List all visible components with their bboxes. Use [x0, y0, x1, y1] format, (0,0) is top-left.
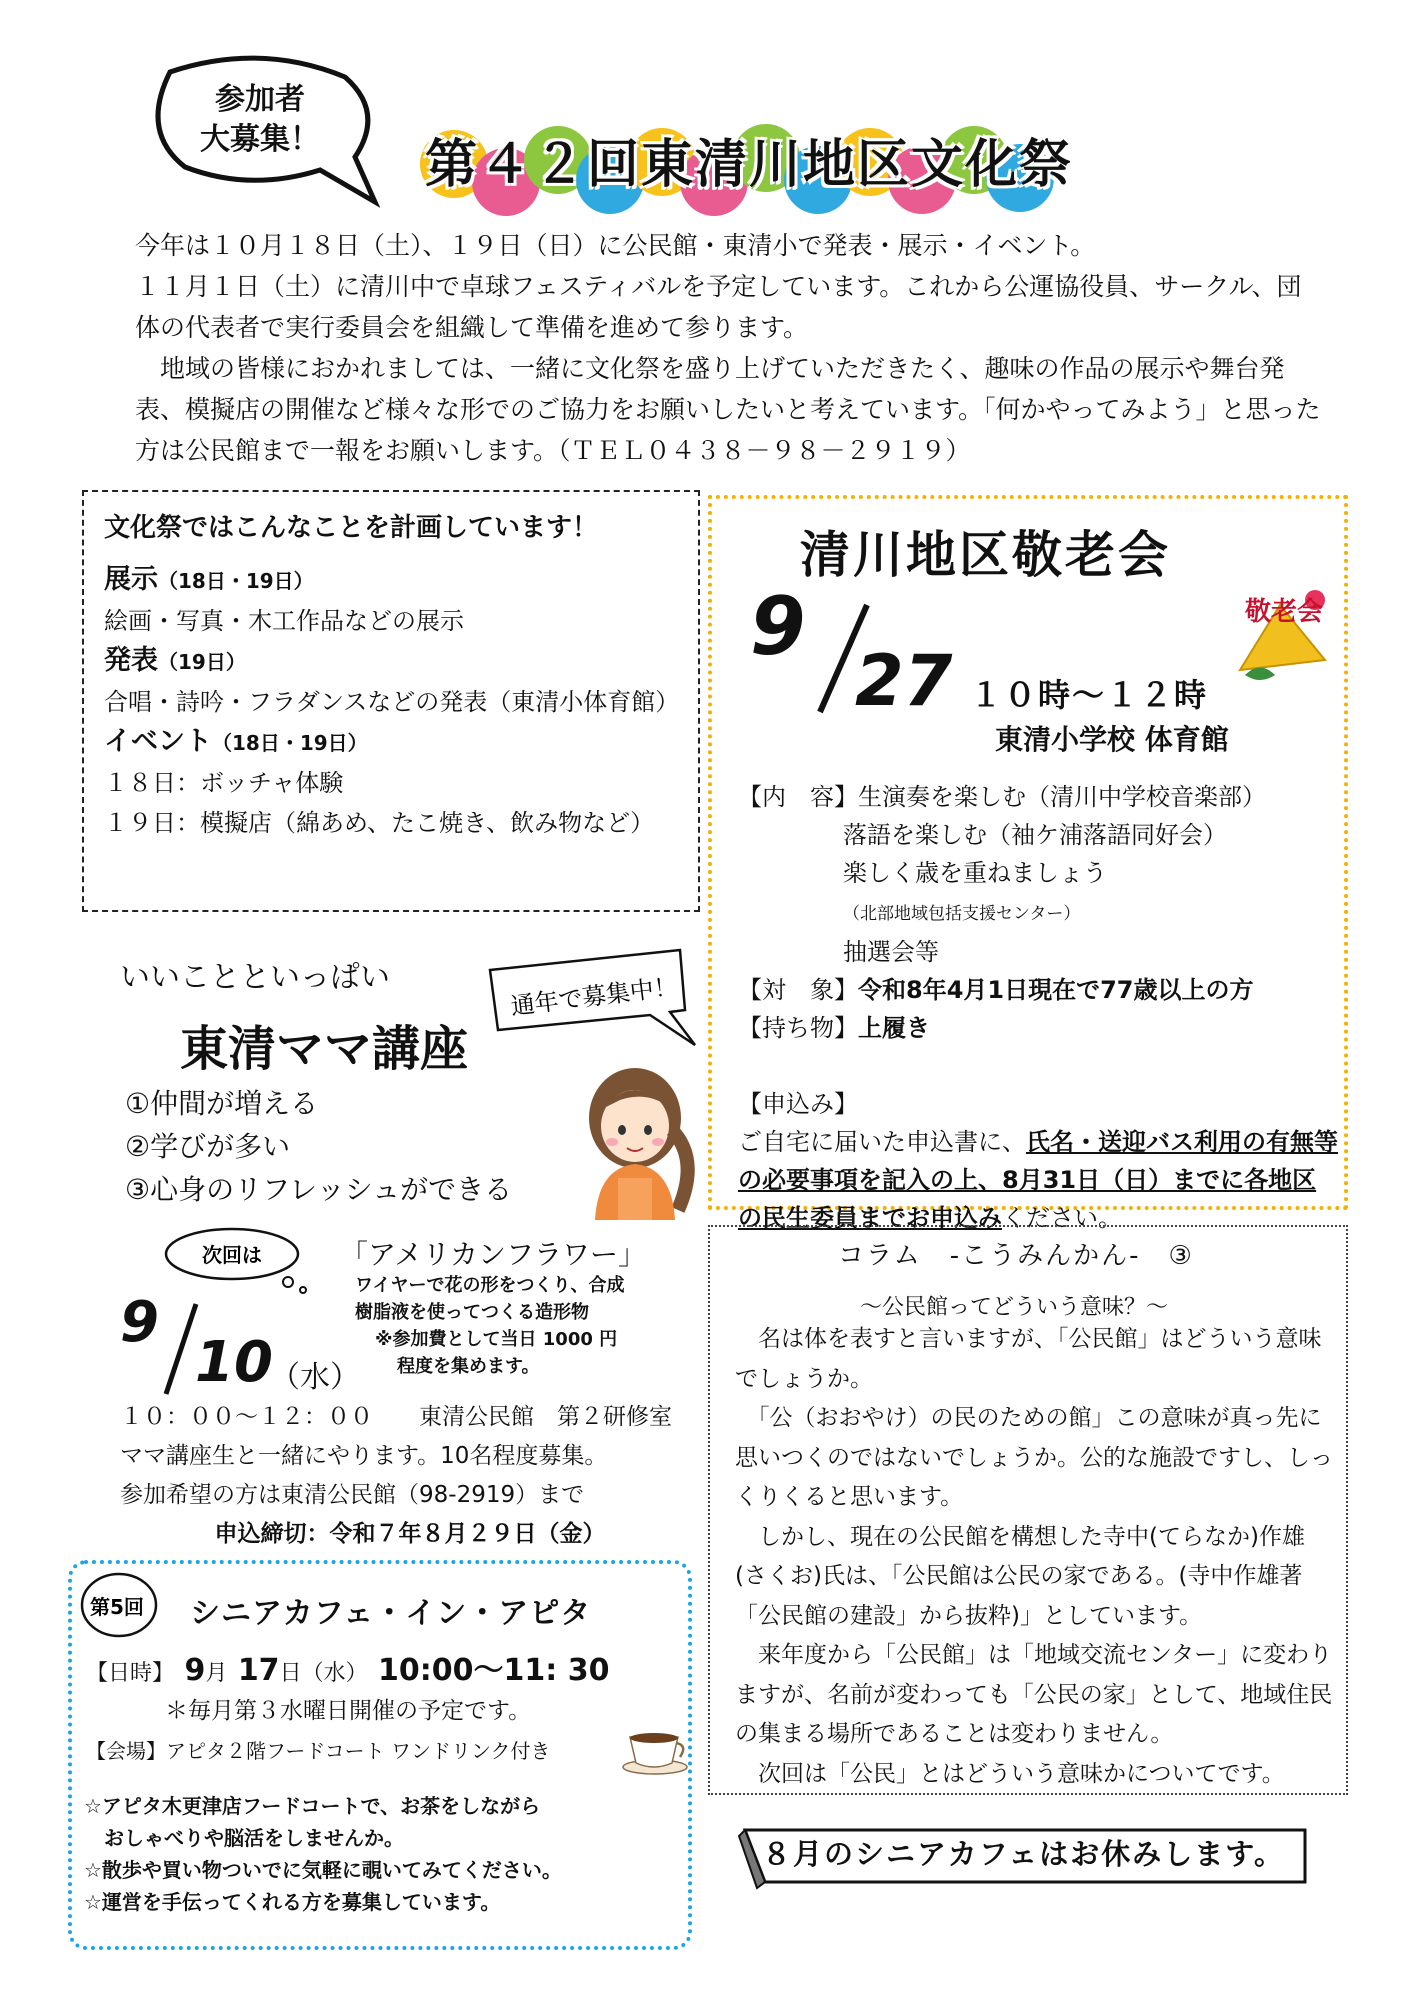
- next-time-bubble: [160, 1226, 320, 1296]
- intro-text: [135, 225, 1325, 471]
- plan-text: １８日：ボッチャ体験: [104, 769, 344, 797]
- desc-line: ※参加費として当日 1000 円: [375, 1329, 618, 1350]
- next-weekday: （水）: [270, 1360, 360, 1395]
- intro-paragraph: １１月１日（土）に清川中で卓球フェスティバルを予定しています。これから公運協役員、サークル、団体の代表者で実行委員会を組織して準備を進めて参ります。: [135, 272, 1302, 342]
- column-subheading: ～公民館ってどういう意味？～: [860, 1295, 1169, 1320]
- next-class-title: 「アメリカンフラワー」: [340, 1238, 647, 1271]
- deadline: 申込締切：令和７年８月２９日（金）: [214, 1521, 606, 1547]
- bubble-line2: 大募集！: [200, 122, 320, 157]
- bullet-line: ☆散歩や買い物ついでに気軽に覗いてみてください。: [84, 1858, 562, 1882]
- month-unit: 月: [205, 1661, 228, 1686]
- list-item: ③心身のリフレッシュができる: [125, 1173, 513, 1206]
- recruit-tag-text: 通年で募集中！: [509, 972, 680, 1021]
- page-title: 第４２回東清川地区文化祭: [425, 135, 1074, 195]
- woman-illustration-icon: [560, 1060, 710, 1220]
- keirokai-month: 9: [750, 580, 806, 673]
- desc-line: 樹脂液を使ってつくる造形物: [355, 1302, 589, 1323]
- detail-label: 【内 容】: [738, 783, 858, 811]
- detail-value: 上履き: [858, 1014, 930, 1042]
- mama-benefits: [125, 1082, 512, 1211]
- keirokai-title: 清川地区敬老会: [800, 526, 1171, 584]
- detail-value: 生演奏を楽しむ（清川中学校音楽部）: [858, 783, 1266, 811]
- detail-value: 楽しく歳を重ねましょう: [843, 859, 1107, 887]
- cafe-place: 【会場】アピタ２階フードコート ワンドリンク付き: [86, 1739, 551, 1763]
- cafe-title: シニアカフェ・イン・アピタ: [190, 1596, 592, 1631]
- detail-label: 【申込み】: [738, 1090, 858, 1118]
- plan-heading: 文化祭ではこんなことを計画しています！: [104, 513, 599, 543]
- keirokai-details: [738, 778, 1338, 1237]
- bullet-line: ☆アピタ木更津店フードコートで、お茶をしながら: [84, 1794, 541, 1818]
- bullet-line: ☆運営を手伝ってくれる方を募集しています。: [84, 1890, 501, 1914]
- apply-emphasis: 氏名・送迎バス利用の有無等の必要事項を記入の上、8月31日（日）までに各地区の民生委員までお申込み: [738, 1128, 1338, 1232]
- list-item: ①仲間が増える: [125, 1087, 319, 1120]
- cafe-badge: [78, 1570, 160, 1640]
- apply-text: ご自宅に届いた申込書に、: [738, 1128, 1026, 1156]
- detail-label: 【対 象】: [738, 976, 858, 1004]
- detail-label: 【持ち物】: [738, 1014, 858, 1042]
- next-month: 9: [120, 1290, 159, 1355]
- cafe-date: [86, 1645, 609, 1689]
- keirokai-fan-icon: [1225, 580, 1335, 690]
- detail-value: 落語を楽しむ（袖ケ浦落語同好会）: [843, 821, 1227, 849]
- cafe-time: 10:00～11: 30: [378, 1653, 610, 1688]
- next-class-info: [120, 1398, 700, 1554]
- plan-category: 展示: [104, 564, 158, 595]
- bullet-line: おしゃべりや脳活をしませんか。: [84, 1826, 404, 1850]
- mama-subtitle: いいことといっぱい: [120, 960, 390, 995]
- notice-text: ８月のシニアカフェはお休みします。: [762, 1837, 1285, 1871]
- detail-value: 抽選会等: [843, 938, 939, 966]
- keirokai-place: 東清小学校 体育館: [995, 723, 1229, 756]
- apply-text: ください。: [1002, 1204, 1122, 1232]
- date-slash: [160, 1300, 200, 1400]
- cafe-day: 17: [237, 1653, 280, 1688]
- column-body: [735, 1320, 1335, 1794]
- intro-paragraph: 今年は１０月１８日（土）、１９日（日）に公民館・東清小で発表・展示・イベント。: [135, 231, 1096, 260]
- keirokai-day: 27: [855, 640, 953, 722]
- list-item: ②学びが多い: [125, 1130, 291, 1163]
- detail-value: 令和8年4月1日現在で77歳以上の方: [858, 976, 1254, 1004]
- bubble-line1: 参加者: [215, 82, 305, 117]
- mama-title: 東清ママ講座: [180, 1021, 469, 1077]
- plan-dates: （19日）: [158, 650, 246, 674]
- column-paragraph: 名は体を表すと言いますが、「公民館」はどういう意味でしょうか。: [735, 1326, 1322, 1392]
- column-paragraph: 来年度から「公民館」は「地域交流センター」に変わりますが、名前が変わっても「公民の家」として、地域住民の集まる場所であることは変わりません。: [735, 1642, 1333, 1747]
- date-label: 【日時】: [86, 1661, 175, 1686]
- column-paragraph: しかし、現在の公民館を構想した寺中(てらなか)作雄(さくお)氏は、「公民館は公民の家である。(寺中作雄著「公民館の建設」から抜粋)」としています。: [735, 1523, 1305, 1629]
- info-line: 参加希望の方は東清公民館（98-2919）まで: [120, 1482, 585, 1508]
- seal-text: 敬老会: [1245, 597, 1324, 627]
- info-line: ママ講座生と一緒にやります。10名程度募集。: [120, 1443, 608, 1469]
- column-paragraph: 次回は「公民」とはどういう意味かについてです。: [735, 1760, 1285, 1787]
- plan-category: イベント: [104, 726, 212, 757]
- cafe-note: ＊毎月第３水曜日開催の予定です。: [165, 1698, 532, 1724]
- detail-small: （北部地域包括支援センター）: [843, 904, 1081, 924]
- desc-line: 程度を集めます。: [397, 1356, 540, 1377]
- plan-category: 発表: [104, 645, 158, 676]
- plan-dates: （18日・19日）: [158, 569, 314, 593]
- next-class-description: [355, 1272, 685, 1380]
- next-bubble-text: 次回は: [202, 1243, 262, 1267]
- festival-plan-box: [82, 490, 700, 912]
- desc-line: ワイヤーで花の形をつくり、合成: [355, 1275, 625, 1296]
- plan-text: １９日：模擬店（綿あめ、たこ焼き、飲み物など）: [104, 809, 655, 837]
- info-line: １０：００～１２：００ 東清公民館 第２研修室: [120, 1404, 672, 1430]
- cafe-weekday: （水）: [301, 1661, 368, 1686]
- recruit-tag-bubble: [470, 940, 710, 1055]
- intro-paragraph: 地域の皆様におかれましては、一緒に文化祭を盛り上げていただきたく、趣味の作品の展示や舞台発表、模擬店の開催など様々な形でのご協力をお願いしたいと考えています。「何かやってみよう」と思った方は公民館まで一報をお願いします。（ＴＥＬ０４３８－９８－２９１９）: [135, 354, 1321, 465]
- badge-text: 第5回: [90, 1595, 144, 1619]
- plan-text: 絵画・写真・木工作品などの展示: [104, 607, 464, 635]
- plan-dates: （18日・19日）: [212, 731, 368, 755]
- next-day: 10: [195, 1330, 273, 1395]
- recruit-bubble-text: [150, 80, 370, 160]
- plan-text: 合唱・詩吟・フラダンスなどの発表（東清小体育館）: [104, 688, 680, 716]
- keirokai-time: １０時～１２時: [970, 676, 1209, 714]
- column-paragraph: 「公（おおやけ）の民のための館」この意味が真っ先に思いつくのではないでしょうか。公的な施設ですし、しっくりくると思います。: [735, 1405, 1333, 1510]
- cafe-month: 9: [184, 1653, 206, 1688]
- column-heading: コラム -こうみんかん- ③: [838, 1241, 1194, 1271]
- cafe-bullets: [84, 1790, 684, 1918]
- coffee-cup-icon: [620, 1725, 690, 1775]
- day-unit: 日: [279, 1661, 302, 1686]
